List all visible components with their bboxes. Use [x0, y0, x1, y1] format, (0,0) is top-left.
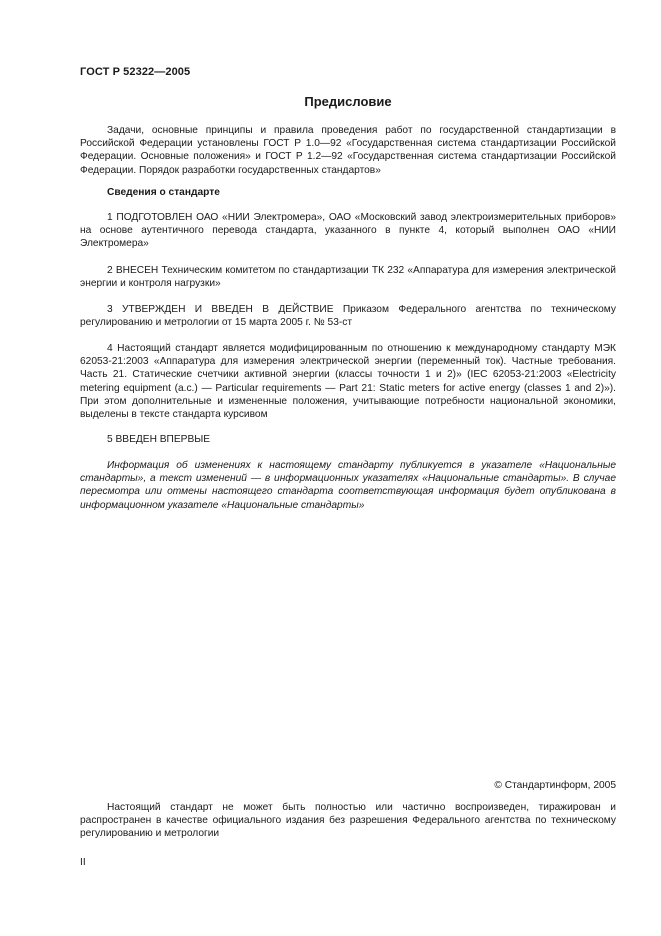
- item-1-paragraph: 1 ПОДГОТОВЛЕН ОАО «НИИ Электромера», ОАО «Московский завод электроизмерительных приборов» на основе аутентичного перевода стандарта, указанного в пункте 4, который выполнен ОАО «НИИ Электромера»: [80, 212, 616, 250]
- changes-info-paragraph: Информация об изменениях к настоящему стандарту публикуется в указателе «Национальные стандарты», а текст изменений — в информационных указателях «Национальные стандарты». В случае пересмотра или отмены настоящего стандарта соответствующая информация будет опубликована в информационном указателе «Национальные стандарты»: [80, 460, 616, 511]
- standard-code-header: ГОСТ Р 52322—2005: [80, 66, 191, 78]
- page-number: II: [80, 857, 86, 868]
- copyright-line: © Стандартинформ, 2005: [494, 780, 616, 791]
- info-heading: Сведения о стандарте: [107, 187, 220, 198]
- item-3-paragraph: 3 УТВЕРЖДЕН И ВВЕДЕН В ДЕЙСТВИЕ Приказом Федерального агентства по техническому регулированию и метрологии от 15 марта 2005 г. № 53-ст: [80, 304, 616, 329]
- item-2-paragraph: 2 ВНЕСЕН Техническим комитетом по стандартизации ТК 232 «Аппаратура для измерения электрической энергии и контроля нагрузки»: [80, 265, 616, 290]
- intro-paragraph: Задачи, основные принципы и правила проведения работ по государственной стандартизации в Российской Федерации установлены ГОСТ Р 1.0—92 «Государственная система стандартизации Российской Федерации. Основные положения» и ГОСТ Р 1.2—92 «Государственная система стандартизации Российской Федерации. Порядок разработки государственных стандартов»: [80, 125, 616, 176]
- reproduction-notice: Настоящий стандарт не может быть полностью или частично воспроизведен, тиражирован и распространен в качестве официального издания без разрешения Федерального агентства по техническому регулированию и метрологии: [80, 802, 616, 840]
- item-5-paragraph: 5 ВВЕДЕН ВПЕРВЫЕ: [107, 434, 211, 445]
- item-4-paragraph: 4 Настоящий стандарт является модифицированным по отношению к международному стандарту МЭК 62053-21:2003 «Аппаратура для измерения электрической энергии (переменный ток). Частные требования. Часть 21. Статические счетчики активной энергии (классы точности 1 и 2)» (IEC 62053-21:2003 «Electricity metering equipment (a.c.) — Particular requirements — Part 21: Static meters for active energy (classes 1 and 2)»). При этом дополнительные и измененные положения, учитывающие потребности национальной экономики, выделены в тексте стандарта курсивом: [80, 343, 616, 421]
- page-title: Предисловие: [304, 94, 392, 109]
